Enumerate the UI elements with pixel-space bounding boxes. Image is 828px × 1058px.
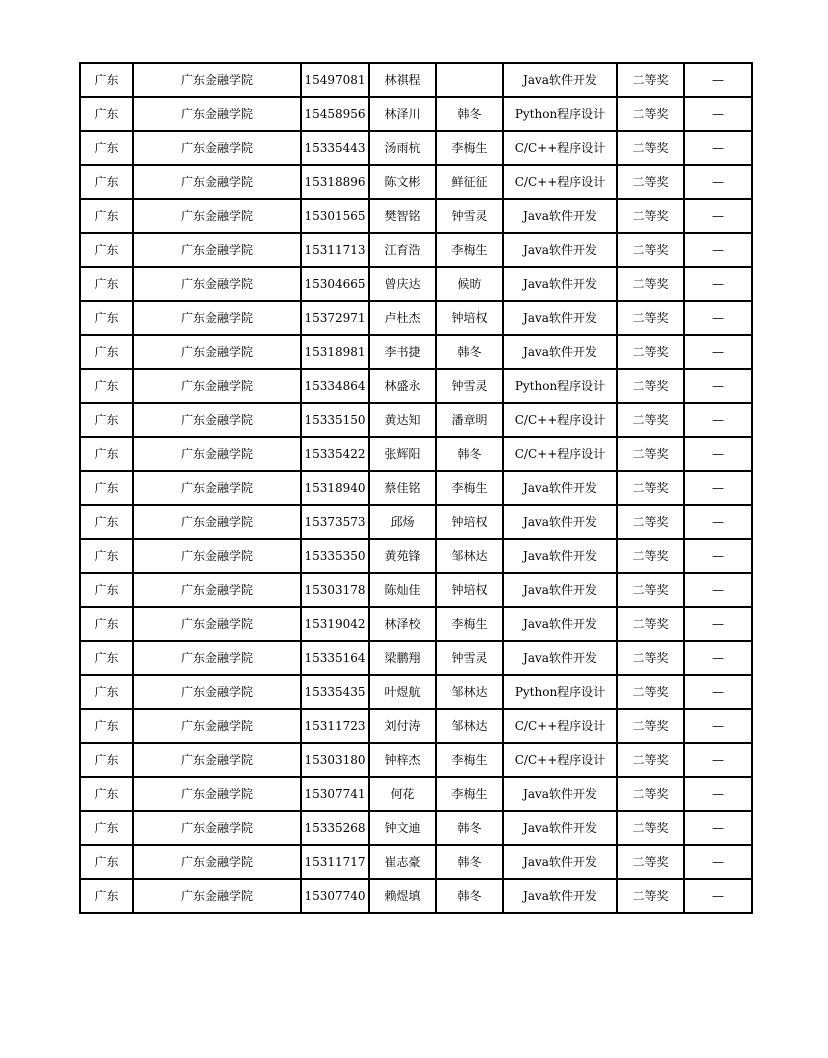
awards-table xyxy=(79,62,753,914)
province-cell: 广东 xyxy=(80,369,133,403)
award-cell: 二等奖 xyxy=(617,437,684,471)
teacher-name-cell: 李梅生 xyxy=(436,743,503,777)
school-cell: 广东金融学院 xyxy=(133,403,301,437)
province-cell: 广东 xyxy=(80,165,133,199)
id-cell: 15301565 xyxy=(301,199,369,233)
category-cell: Java软件开发 xyxy=(503,845,617,879)
teacher-name-cell: 韩冬 xyxy=(436,845,503,879)
student-name-cell: 钟梓杰 xyxy=(369,743,436,777)
school-cell: 广东金融学院 xyxy=(133,709,301,743)
category-cell: Java软件开发 xyxy=(503,777,617,811)
id-cell: 15335150 xyxy=(301,403,369,437)
school-cell: 广东金融学院 xyxy=(133,573,301,607)
school-cell: 广东金融学院 xyxy=(133,199,301,233)
province-cell: 广东 xyxy=(80,845,133,879)
student-name-cell: 邱炀 xyxy=(369,505,436,539)
student-name-cell: 林祺程 xyxy=(369,63,436,97)
province-cell: 广东 xyxy=(80,437,133,471)
school-cell: 广东金融学院 xyxy=(133,63,301,97)
school-cell: 广东金融学院 xyxy=(133,539,301,573)
teacher-name-cell: 李梅生 xyxy=(436,777,503,811)
student-name-cell: 陈文彬 xyxy=(369,165,436,199)
award-cell: 二等奖 xyxy=(617,97,684,131)
id-cell: 15303178 xyxy=(301,573,369,607)
note-cell: — xyxy=(684,743,752,777)
category-cell: Java软件开发 xyxy=(503,471,617,505)
note-cell: — xyxy=(684,777,752,811)
student-name-cell: 汤雨杭 xyxy=(369,131,436,165)
award-cell: 二等奖 xyxy=(617,403,684,437)
category-cell: Java软件开发 xyxy=(503,641,617,675)
table-row xyxy=(80,845,752,879)
table-row xyxy=(80,97,752,131)
teacher-name-cell: 钟雪灵 xyxy=(436,369,503,403)
student-name-cell: 曾庆达 xyxy=(369,267,436,301)
school-cell: 广东金融学院 xyxy=(133,743,301,777)
table-body xyxy=(80,63,752,913)
student-name-cell: 张辉阳 xyxy=(369,437,436,471)
award-cell: 二等奖 xyxy=(617,199,684,233)
school-cell: 广东金融学院 xyxy=(133,165,301,199)
table-row xyxy=(80,233,752,267)
award-cell: 二等奖 xyxy=(617,267,684,301)
student-name-cell: 卢杜杰 xyxy=(369,301,436,335)
table-row xyxy=(80,709,752,743)
award-cell: 二等奖 xyxy=(617,165,684,199)
id-cell: 15497081 xyxy=(301,63,369,97)
category-cell: C/C++程序设计 xyxy=(503,165,617,199)
category-cell: Java软件开发 xyxy=(503,811,617,845)
note-cell: — xyxy=(684,845,752,879)
note-cell: — xyxy=(684,539,752,573)
award-cell: 二等奖 xyxy=(617,607,684,641)
id-cell: 15335164 xyxy=(301,641,369,675)
id-cell: 15335435 xyxy=(301,675,369,709)
category-cell: Java软件开发 xyxy=(503,267,617,301)
category-cell: Python程序设计 xyxy=(503,369,617,403)
teacher-name-cell: 李梅生 xyxy=(436,233,503,267)
school-cell: 广东金融学院 xyxy=(133,777,301,811)
province-cell: 广东 xyxy=(80,641,133,675)
note-cell: — xyxy=(684,709,752,743)
table-row xyxy=(80,743,752,777)
note-cell: — xyxy=(684,471,752,505)
teacher-name-cell: 钟雪灵 xyxy=(436,199,503,233)
school-cell: 广东金融学院 xyxy=(133,437,301,471)
province-cell: 广东 xyxy=(80,505,133,539)
teacher-name-cell: 鲜征征 xyxy=(436,165,503,199)
teacher-name-cell: 钟培权 xyxy=(436,505,503,539)
student-name-cell: 黄苑锋 xyxy=(369,539,436,573)
note-cell: — xyxy=(684,131,752,165)
category-cell: Java软件开发 xyxy=(503,335,617,369)
province-cell: 广东 xyxy=(80,709,133,743)
award-cell: 二等奖 xyxy=(617,505,684,539)
province-cell: 广东 xyxy=(80,267,133,301)
table-row xyxy=(80,403,752,437)
award-cell: 二等奖 xyxy=(617,471,684,505)
province-cell: 广东 xyxy=(80,97,133,131)
province-cell: 广东 xyxy=(80,335,133,369)
school-cell: 广东金融学院 xyxy=(133,641,301,675)
id-cell: 15307741 xyxy=(301,777,369,811)
province-cell: 广东 xyxy=(80,777,133,811)
note-cell: — xyxy=(684,437,752,471)
table-row xyxy=(80,369,752,403)
teacher-name-cell: 邹林达 xyxy=(436,709,503,743)
table-row xyxy=(80,879,752,913)
teacher-name-cell: 钟培权 xyxy=(436,573,503,607)
student-name-cell: 陈灿佳 xyxy=(369,573,436,607)
teacher-name-cell xyxy=(436,63,503,97)
table-row xyxy=(80,131,752,165)
note-cell: — xyxy=(684,233,752,267)
school-cell: 广东金融学院 xyxy=(133,471,301,505)
award-cell: 二等奖 xyxy=(617,811,684,845)
province-cell: 广东 xyxy=(80,607,133,641)
province-cell: 广东 xyxy=(80,301,133,335)
table-row xyxy=(80,301,752,335)
note-cell: — xyxy=(684,165,752,199)
note-cell: — xyxy=(684,267,752,301)
id-cell: 15335350 xyxy=(301,539,369,573)
note-cell: — xyxy=(684,97,752,131)
teacher-name-cell: 邹林达 xyxy=(436,539,503,573)
teacher-name-cell: 韩冬 xyxy=(436,97,503,131)
id-cell: 15318981 xyxy=(301,335,369,369)
student-name-cell: 李书捷 xyxy=(369,335,436,369)
note-cell: — xyxy=(684,301,752,335)
id-cell: 15335422 xyxy=(301,437,369,471)
school-cell: 广东金融学院 xyxy=(133,267,301,301)
category-cell: C/C++程序设计 xyxy=(503,743,617,777)
school-cell: 广东金融学院 xyxy=(133,505,301,539)
note-cell: — xyxy=(684,369,752,403)
teacher-name-cell: 李梅生 xyxy=(436,131,503,165)
category-cell: Java软件开发 xyxy=(503,63,617,97)
id-cell: 15458956 xyxy=(301,97,369,131)
category-cell: C/C++程序设计 xyxy=(503,437,617,471)
student-name-cell: 叶煜航 xyxy=(369,675,436,709)
student-name-cell: 赖煜填 xyxy=(369,879,436,913)
note-cell: — xyxy=(684,403,752,437)
school-cell: 广东金融学院 xyxy=(133,97,301,131)
award-cell: 二等奖 xyxy=(617,63,684,97)
teacher-name-cell: 潘章明 xyxy=(436,403,503,437)
award-cell: 二等奖 xyxy=(617,539,684,573)
note-cell: — xyxy=(684,63,752,97)
student-name-cell: 崔志豪 xyxy=(369,845,436,879)
teacher-name-cell: 李梅生 xyxy=(436,471,503,505)
province-cell: 广东 xyxy=(80,403,133,437)
category-cell: C/C++程序设计 xyxy=(503,709,617,743)
award-cell: 二等奖 xyxy=(617,335,684,369)
note-cell: — xyxy=(684,641,752,675)
category-cell: Java软件开发 xyxy=(503,573,617,607)
province-cell: 广东 xyxy=(80,131,133,165)
student-name-cell: 江育浩 xyxy=(369,233,436,267)
id-cell: 15304665 xyxy=(301,267,369,301)
teacher-name-cell: 邹林达 xyxy=(436,675,503,709)
student-name-cell: 刘付涛 xyxy=(369,709,436,743)
note-cell: — xyxy=(684,607,752,641)
note-cell: — xyxy=(684,573,752,607)
category-cell: Java软件开发 xyxy=(503,233,617,267)
province-cell: 广东 xyxy=(80,471,133,505)
table-row xyxy=(80,165,752,199)
province-cell: 广东 xyxy=(80,63,133,97)
table-row xyxy=(80,811,752,845)
table-row xyxy=(80,573,752,607)
province-cell: 广东 xyxy=(80,811,133,845)
id-cell: 15303180 xyxy=(301,743,369,777)
award-cell: 二等奖 xyxy=(617,131,684,165)
school-cell: 广东金融学院 xyxy=(133,845,301,879)
category-cell: Python程序设计 xyxy=(503,675,617,709)
student-name-cell: 樊智铭 xyxy=(369,199,436,233)
award-cell: 二等奖 xyxy=(617,641,684,675)
note-cell: — xyxy=(684,199,752,233)
note-cell: — xyxy=(684,879,752,913)
table-row xyxy=(80,335,752,369)
student-name-cell: 钟文迪 xyxy=(369,811,436,845)
school-cell: 广东金融学院 xyxy=(133,335,301,369)
award-cell: 二等奖 xyxy=(617,233,684,267)
teacher-name-cell: 李梅生 xyxy=(436,607,503,641)
table-row xyxy=(80,199,752,233)
award-cell: 二等奖 xyxy=(617,369,684,403)
note-cell: — xyxy=(684,675,752,709)
student-name-cell: 蔡佳铭 xyxy=(369,471,436,505)
teacher-name-cell: 韩冬 xyxy=(436,335,503,369)
award-cell: 二等奖 xyxy=(617,743,684,777)
table-row xyxy=(80,505,752,539)
table-row xyxy=(80,471,752,505)
category-cell: Java软件开发 xyxy=(503,607,617,641)
student-name-cell: 黄达知 xyxy=(369,403,436,437)
category-cell: Java软件开发 xyxy=(503,879,617,913)
category-cell: C/C++程序设计 xyxy=(503,403,617,437)
category-cell: Python程序设计 xyxy=(503,97,617,131)
category-cell: C/C++程序设计 xyxy=(503,131,617,165)
school-cell: 广东金融学院 xyxy=(133,879,301,913)
category-cell: Java软件开发 xyxy=(503,301,617,335)
id-cell: 15307740 xyxy=(301,879,369,913)
category-cell: Java软件开发 xyxy=(503,539,617,573)
note-cell: — xyxy=(684,505,752,539)
table-row xyxy=(80,539,752,573)
id-cell: 15311717 xyxy=(301,845,369,879)
id-cell: 15335268 xyxy=(301,811,369,845)
table-row xyxy=(80,63,752,97)
award-cell: 二等奖 xyxy=(617,675,684,709)
province-cell: 广东 xyxy=(80,879,133,913)
province-cell: 广东 xyxy=(80,675,133,709)
student-name-cell: 林泽川 xyxy=(369,97,436,131)
province-cell: 广东 xyxy=(80,233,133,267)
table-row xyxy=(80,267,752,301)
province-cell: 广东 xyxy=(80,199,133,233)
teacher-name-cell: 候昉 xyxy=(436,267,503,301)
school-cell: 广东金融学院 xyxy=(133,811,301,845)
province-cell: 广东 xyxy=(80,743,133,777)
province-cell: 广东 xyxy=(80,573,133,607)
award-cell: 二等奖 xyxy=(617,845,684,879)
school-cell: 广东金融学院 xyxy=(133,675,301,709)
school-cell: 广东金融学院 xyxy=(133,301,301,335)
school-cell: 广东金融学院 xyxy=(133,131,301,165)
id-cell: 15319042 xyxy=(301,607,369,641)
student-name-cell: 林泽校 xyxy=(369,607,436,641)
table-row xyxy=(80,607,752,641)
category-cell: Java软件开发 xyxy=(503,199,617,233)
teacher-name-cell: 钟雪灵 xyxy=(436,641,503,675)
note-cell: — xyxy=(684,811,752,845)
category-cell: Java软件开发 xyxy=(503,505,617,539)
student-name-cell: 梁鹏翔 xyxy=(369,641,436,675)
id-cell: 15373573 xyxy=(301,505,369,539)
id-cell: 15318896 xyxy=(301,165,369,199)
teacher-name-cell: 韩冬 xyxy=(436,437,503,471)
school-cell: 广东金融学院 xyxy=(133,607,301,641)
teacher-name-cell: 韩冬 xyxy=(436,811,503,845)
student-name-cell: 何花 xyxy=(369,777,436,811)
award-cell: 二等奖 xyxy=(617,709,684,743)
province-cell: 广东 xyxy=(80,539,133,573)
school-cell: 广东金融学院 xyxy=(133,233,301,267)
award-cell: 二等奖 xyxy=(617,879,684,913)
school-cell: 广东金融学院 xyxy=(133,369,301,403)
table-row xyxy=(80,437,752,471)
id-cell: 15318940 xyxy=(301,471,369,505)
teacher-name-cell: 韩冬 xyxy=(436,879,503,913)
award-cell: 二等奖 xyxy=(617,777,684,811)
table-row xyxy=(80,777,752,811)
teacher-name-cell: 钟培权 xyxy=(436,301,503,335)
id-cell: 15311713 xyxy=(301,233,369,267)
table-row xyxy=(80,641,752,675)
id-cell: 15334864 xyxy=(301,369,369,403)
award-cell: 二等奖 xyxy=(617,301,684,335)
award-cell: 二等奖 xyxy=(617,573,684,607)
id-cell: 15335443 xyxy=(301,131,369,165)
id-cell: 15372971 xyxy=(301,301,369,335)
table-row xyxy=(80,675,752,709)
id-cell: 15311723 xyxy=(301,709,369,743)
note-cell: — xyxy=(684,335,752,369)
student-name-cell: 林盛永 xyxy=(369,369,436,403)
